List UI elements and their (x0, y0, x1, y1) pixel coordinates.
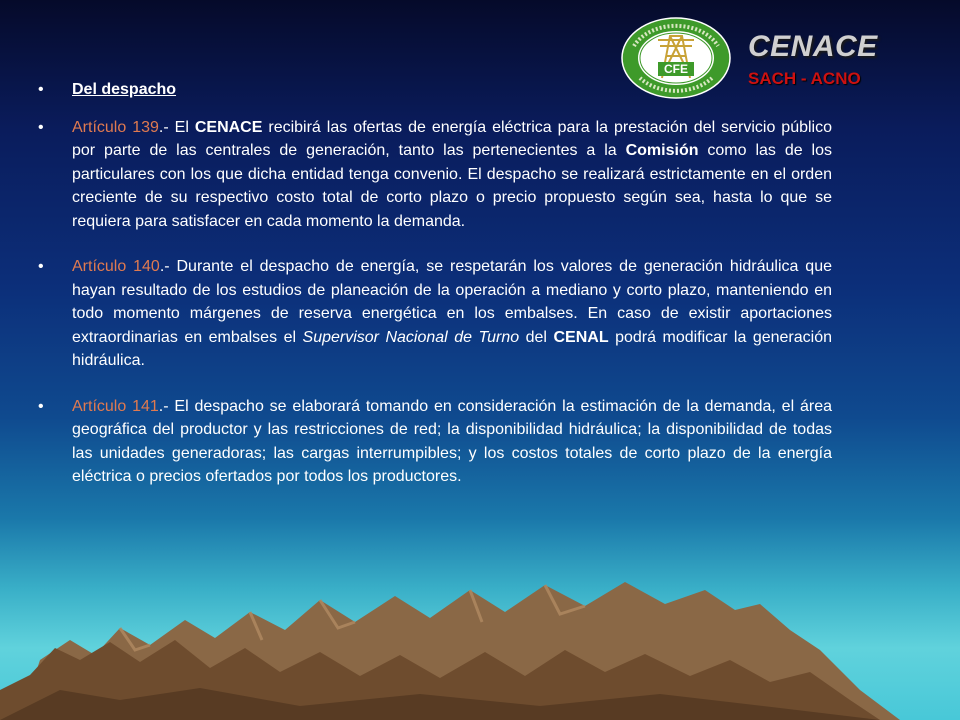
section-heading: Del despacho (72, 81, 177, 98)
article-141 (38, 395, 832, 489)
article-text-bold: Comisión (625, 142, 699, 159)
article-number: Artículo 141 (72, 397, 159, 415)
bullet: • (38, 397, 44, 415)
article-number: Artículo 139 (72, 118, 159, 136)
article-text: .- Durante el despacho de energía, se respetarán los valores de generación hidráulica que hayan resultado de los estudios de planeación de la operación a mediano y corto plazo, manteniendo en todo momento márgenes de reserva energética en los embalses. En caso de existir aportaciones extraordinarias en embalses el (72, 258, 832, 346)
brand-subtitle: SACH - ACNO (748, 69, 861, 88)
article-140 (38, 255, 832, 373)
article-text: .- El despacho se elaborará tomando en consideración la estimación de la demanda, el área geográfica del productor y las restricciones de red; la disponibilidad hidráulica; la disponibilidad de todas las unidades generadoras; las cargas interrumpibles; y los costos totales de corto plazo de la energía eléctrica o precios ofertados por todos los productores. (72, 397, 832, 485)
article-text: podrá modificar la generación hidráulica. (72, 328, 833, 369)
document-body (38, 78, 832, 511)
section-heading-item (38, 78, 832, 102)
article-text-bold: CENACE (194, 118, 263, 136)
article-text: del (519, 328, 554, 346)
article-text: recibirá las ofertas de energía eléctrica para la prestación del servicio público por parte de las centrales de generación, tanto las pertenecientes a la (72, 118, 833, 159)
bullet: • (38, 118, 44, 136)
article-text-italic: Supervisor Nacional de Turno (302, 328, 520, 346)
article-text-bold: CENAL (553, 328, 609, 346)
svg-text:CFE: CFE (664, 62, 688, 76)
article-139 (38, 116, 832, 234)
article-number: Artículo 140 (72, 258, 160, 275)
bullet: • (38, 258, 44, 275)
brand-title: CENACE (748, 30, 878, 63)
bullet: • (38, 81, 44, 98)
article-text: como las de los particulares con los que dicha entidad tenga convenio. El despacho se realizará estrictamente en el orden creciente de su respectivo costo total de corto plazo o precio propuesto según sea, hasta lo que se requiera para satisfacer en cada momento la demanda. (72, 142, 832, 230)
article-text: .- El (158, 118, 195, 136)
